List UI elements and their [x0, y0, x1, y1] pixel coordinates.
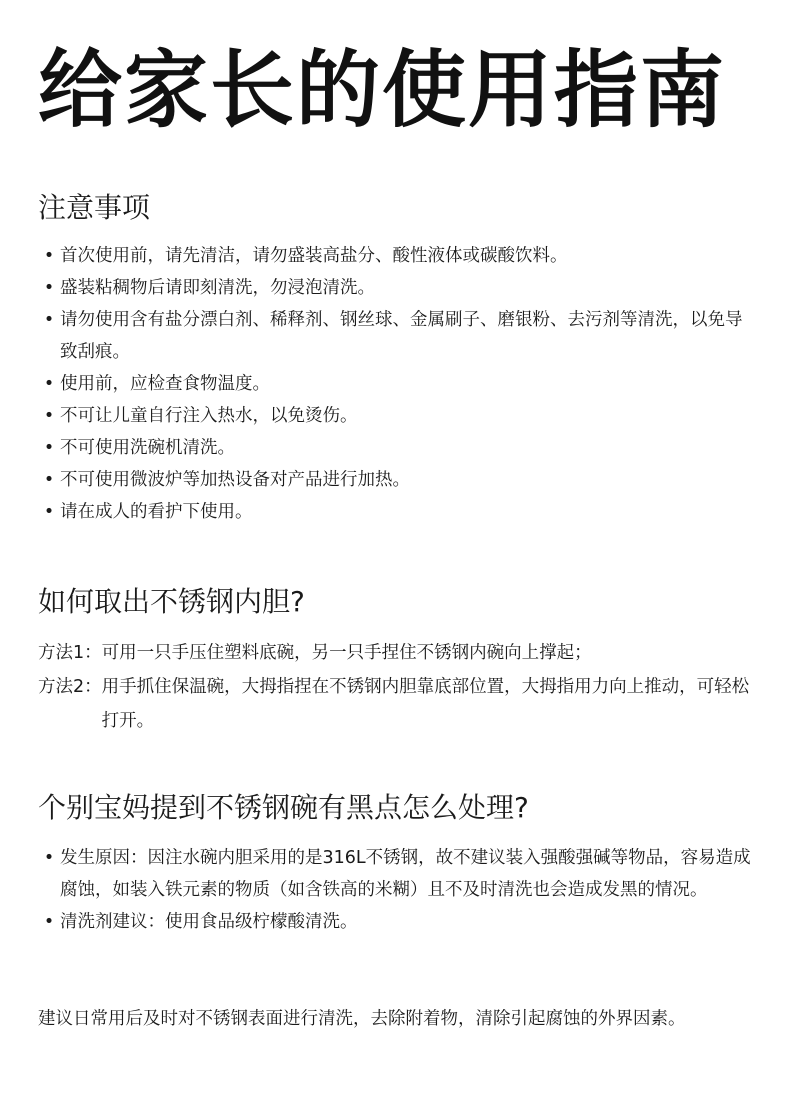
list-item	[38, 240, 758, 272]
list-item	[38, 906, 758, 938]
method-text: 用手抓住保温碗，大拇指捏在不锈钢内胆靠底部位置，大拇指用力向上推动，可轻松打开。	[101, 677, 750, 731]
bullet: •	[43, 438, 55, 458]
list-item	[38, 496, 758, 528]
method-row	[38, 636, 758, 670]
bullet: •	[43, 246, 55, 266]
section-heading-black-spots: 个别宝妈提到不锈钢碗有黑点怎么处理?	[38, 791, 529, 824]
method-label: 方法2：	[38, 677, 102, 697]
method-text: 可用一只手压住塑料底碗，另一只手捏住不锈钢内碗向上撑起；	[101, 643, 592, 663]
cleaning-advice-paragraph: 建议日常用后及时对不锈钢表面进行清洗，去除附着物，清除引起腐蚀的外界因素。	[38, 1009, 686, 1029]
list-item	[38, 304, 758, 368]
list-item	[38, 432, 758, 464]
list-item	[38, 464, 758, 496]
list-item-text: 请勿使用含有盐分漂白剂、稀释剂、钢丝球、金属刷子、磨银粉、去污剂等清洗，以免导致刮痕。	[60, 310, 743, 362]
list-item-text: 不可使用微波炉等加热设备对产品进行加热。	[60, 470, 410, 490]
bullet: •	[43, 310, 55, 330]
list-item	[38, 272, 758, 304]
precautions-list	[38, 240, 758, 528]
list-item-text: 不可让儿童自行注入热水，以免烫伤。	[60, 406, 358, 426]
list-item-text: 盛装粘稠物后请即刻清洗，勿浸泡清洗。	[60, 278, 375, 298]
list-item-text: 清洗剂建议：使用食品级柠檬酸清洗。	[60, 912, 358, 932]
bullet: •	[43, 406, 55, 426]
bullet: •	[43, 848, 55, 868]
list-item-text: 请在成人的看护下使用。	[60, 502, 253, 522]
bullet: •	[43, 278, 55, 298]
list-item	[38, 400, 758, 432]
list-item-text: 不可使用洗碗机清洗。	[60, 438, 235, 458]
bullet: •	[43, 912, 55, 932]
list-item-text: 首次使用前，请先清洁，请勿盛装高盐分、酸性液体或碳酸饮料。	[60, 246, 568, 266]
method-label: 方法1：	[38, 643, 102, 663]
list-item	[38, 368, 758, 400]
list-item	[38, 842, 758, 906]
section-heading-precautions: 注意事项	[38, 191, 151, 224]
list-item-text: 发生原因：因注水碗内胆采用的是316L不锈钢，故不建议装入强酸强碱等物品，容易造成腐蚀，如装入铁元素的物质（如含铁高的米糊）且不及时清洗也会造成发黑的情况。	[60, 848, 751, 900]
bullet: •	[43, 374, 55, 394]
page-title: 给家长的使用指南	[38, 41, 727, 139]
bullet: •	[43, 470, 55, 490]
methods-block	[38, 636, 758, 738]
method-row	[38, 670, 758, 738]
list-item-text: 使用前，应检查食物温度。	[60, 374, 270, 394]
black-spots-list	[38, 842, 758, 938]
bullet: •	[43, 502, 55, 522]
section-heading-remove-liner: 如何取出不锈钢内胆?	[38, 585, 305, 618]
